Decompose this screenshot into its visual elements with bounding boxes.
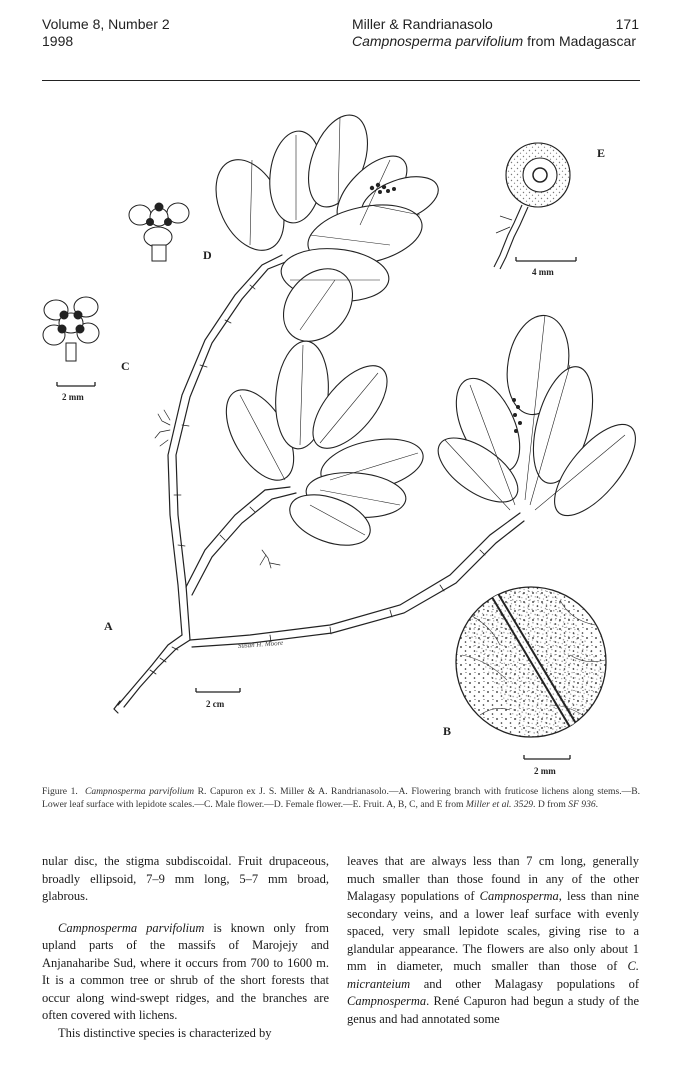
- header-rule: [42, 80, 640, 81]
- caption-species: Campnosperma parvifolium: [84, 786, 195, 797]
- panel-label-d: D: [203, 248, 212, 262]
- paragraph-characters-cont: [347, 853, 639, 1028]
- leaf-surface-inset: [456, 572, 621, 752]
- panel-label-e: E: [597, 146, 606, 160]
- illustrator-signature: Susan H. Moore: [237, 638, 284, 650]
- panel-label-c: C: [121, 359, 130, 373]
- caption-figure-label: Figure 1.: [42, 786, 78, 797]
- text-run: and other Malagasy populations of: [410, 976, 639, 991]
- header-authors: Miller & Randrianasolo: [352, 16, 493, 32]
- caption-source-1: Miller et al. 3529: [465, 799, 534, 810]
- upper-leaf-cluster: [203, 107, 445, 355]
- caption-authority: R. Capuron ex J. S. Miller & A. Randrianasolo.—A. Flowering branch with fruticose lichens along stems.—B. Lower leaf surface with lepidote scales.—C. Male flower.—D. Female flower.—E. Fruit. A, B, C, and E from: [42, 786, 640, 810]
- journal-volume: Volume 8, Number 2: [42, 16, 170, 32]
- right-leaf-cluster: [428, 311, 650, 529]
- caption-mid: . D from: [533, 799, 569, 810]
- text-run: leaves that are always less than 7 cm long, generally much smaller than those found in any of the other Malagasy populations of: [347, 854, 639, 903]
- header-article-title: [352, 33, 636, 50]
- caption-source-2: SF 936: [568, 799, 596, 810]
- figure-caption: [42, 785, 640, 811]
- scale-label-b: 2 mm: [534, 766, 556, 776]
- body-column-right: [347, 853, 639, 1028]
- panel-label-b: B: [443, 724, 452, 738]
- panel-label-a: A: [104, 619, 113, 633]
- species-name: C. micranteium: [347, 959, 639, 991]
- scale-label-a: 2 cm: [206, 699, 225, 709]
- middle-leaf-cluster: [212, 339, 427, 555]
- scale-label-e: 4 mm: [532, 267, 554, 277]
- paragraph-fruit-description: nular disc, the stigma subdiscoidal. Fruit drupaceous, broadly ellipsoid, 7–9 mm long, 5–7 mm broad, glabrous.: [42, 854, 329, 903]
- paragraph-characters-start: This distinctive species is characterized by: [58, 1025, 272, 1040]
- running-header-center: [352, 16, 636, 50]
- header-title-rest: from Madagascar: [523, 33, 637, 49]
- genus-name: Campnosperma: [347, 994, 427, 1008]
- distribution-text: is known only from upland parts of the massifs of Marojejy and Anjanaharibe Sud, where it occurs from 700 to 1600 m. It is a common tree or shrub of the short forests that occur along wind-swept ridges, and the branches are often covered with lichens.: [42, 920, 329, 1022]
- botanical-illustration: [0, 95, 691, 785]
- journal-year: 1998: [42, 33, 74, 49]
- paragraph-distribution: [42, 920, 329, 1025]
- page-number: 171: [615, 16, 639, 32]
- male-flower-inset: [43, 297, 99, 361]
- scale-label-c: 2 mm: [62, 392, 84, 402]
- genus-name: Campnosperma: [479, 889, 559, 903]
- running-header-left: [42, 16, 170, 50]
- female-flower-inset: [129, 203, 189, 261]
- text-run: . René Capuron had begun a study of the genus and had annotated some: [347, 994, 639, 1026]
- text-run: , less than nine secondary veins, and a lower leaf surface with evenly spaced, very small lepidote scales, giving rise to a glandular appearance. The flowers are also only about 1 mm in diameter, much smaller than those of: [347, 889, 639, 973]
- body-column-left: [42, 853, 329, 1042]
- distribution-species: Campnosperma parvifolium: [58, 920, 205, 935]
- header-species: Campnosperma parvifolium: [352, 33, 524, 49]
- caption-end: .: [595, 799, 599, 810]
- fruit-inset: [494, 143, 570, 269]
